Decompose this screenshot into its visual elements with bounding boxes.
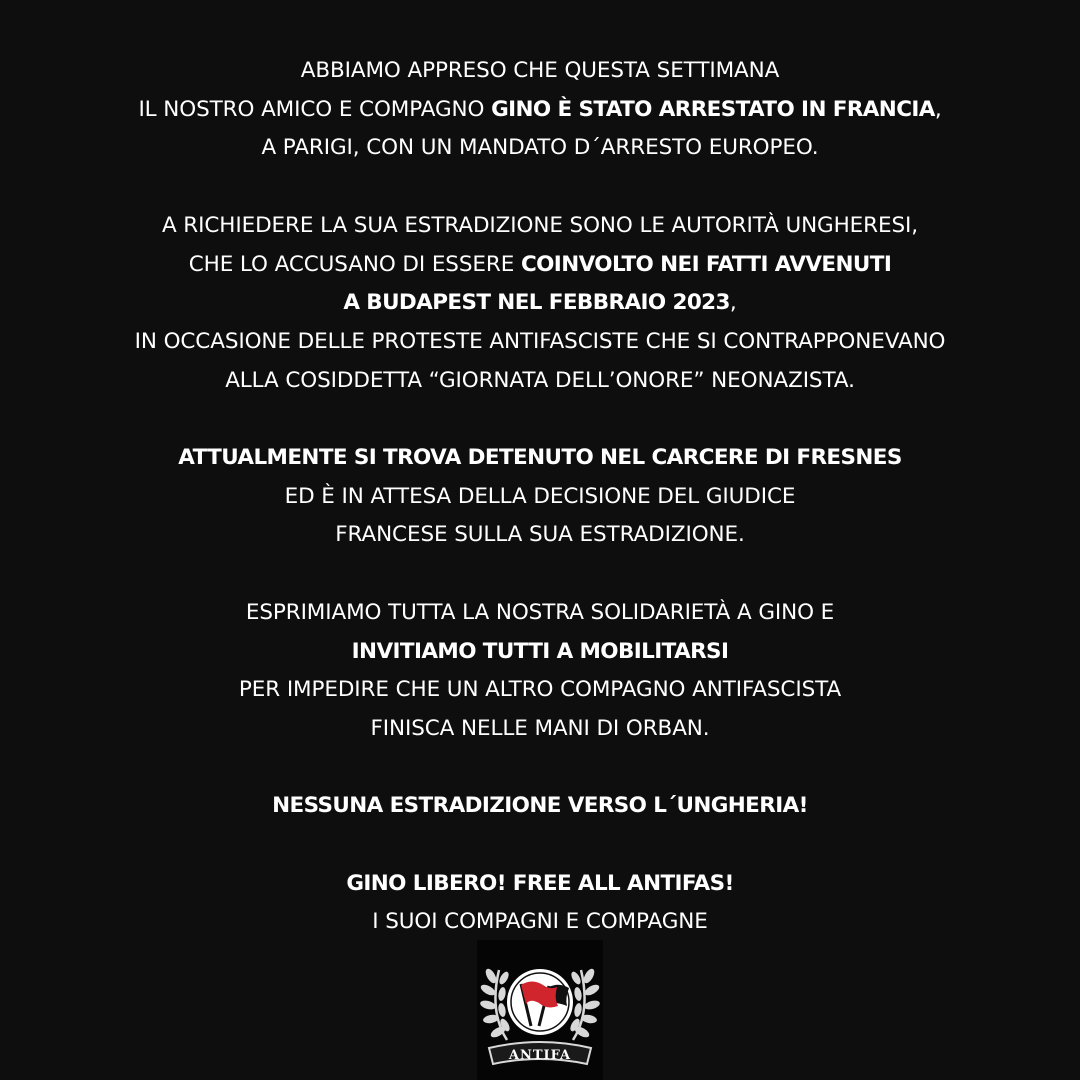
p4-line4: FINISCA NELLE MANI DI ORBAN. — [370, 715, 710, 741]
p1-line1: ABBIAMO APPRESO CHE QUESTA SETTIMANA — [300, 58, 780, 83]
p2-line3-bold: A BUDAPEST NEL FEBBRAIO 2023 — [343, 290, 730, 316]
laurel-right-icon — [568, 967, 600, 1040]
p2-line5: ALLA COSIDDETTA “GIORNATA DELL’ONORE” NEONAZISTA. — [225, 367, 855, 393]
p2-line2-bold: COINVOLTO NEI FATTI AVVENUTI — [520, 251, 892, 277]
paragraph-gap — [0, 168, 1080, 207]
paragraph-gap — [0, 749, 1080, 788]
p2-line4: IN OCCASIONE DELLE PROTESTE ANTIFASCISTE CHE SI CONTRAPPONEVANO — [134, 328, 946, 354]
p3-line3: FRANCESE SULLA SUA ESTRADIZIONE. — [335, 522, 745, 548]
p4-line1: ESPRIMIAMO TUTTA LA NOSTRA SOLIDARIETÀ A GINO E — [245, 599, 835, 625]
antifa-logo — [477, 940, 603, 1080]
p1-line2-pre: IL NOSTRO AMICO E COMPAGNO — [138, 96, 492, 122]
p2-line1: A RICHIEDERE LA SUA ESTRADIZIONE SONO LE AUTORITÀ UNGHERESI, — [161, 212, 919, 238]
p2-line2 — [0, 246, 1080, 285]
statement-text — [0, 52, 1080, 942]
p1-line2-bold: GINO È STATO ARRESTATO IN FRANCIA — [491, 96, 935, 122]
slogan: NESSUNA ESTRADIZIONE VERSO L´UNGHERIA! — [272, 793, 808, 819]
signature: I SUOI COMPAGNI E COMPAGNE — [372, 909, 708, 935]
p4-line3: PER IMPEDIRE CHE UN ALTRO COMPAGNO ANTIFASCISTA — [238, 677, 842, 703]
p1-line3: A PARIGI, CON UN MANDATO D´ARRESTO EUROPEO. — [261, 135, 819, 161]
closing-line1 — [0, 865, 1080, 904]
p3-line2: ED È IN ATTESA DELLA DECISIONE DEL GIUDICE — [284, 483, 796, 509]
p4-line2 — [0, 633, 1080, 672]
logo-text: ANTIFA — [508, 1048, 572, 1063]
p1-line2-post: , — [934, 96, 942, 122]
p4-line2-bold: INVITIAMO TUTTI A MOBILITARSI — [351, 638, 729, 664]
p3-line1 — [0, 439, 1080, 478]
paragraph-gap — [0, 555, 1080, 594]
p2-line3 — [0, 284, 1080, 323]
paragraph-gap — [0, 400, 1080, 439]
p3-line1-bold: ATTUALMENTE SI TROVA DETENUTO NEL CARCERE DI FRESNES — [178, 445, 902, 470]
antifa-banner — [489, 1042, 591, 1064]
paragraph-gap — [0, 826, 1080, 865]
laurel-left-icon — [479, 967, 511, 1040]
p2-line2-pre: CHE LO ACCUSANO DI ESSERE — [188, 251, 521, 277]
slogan-line — [0, 787, 1080, 826]
antifa-flag-icon — [477, 940, 603, 1080]
p1-line2 — [0, 91, 1080, 130]
p2-line3-post: , — [729, 290, 737, 316]
closing-slogan: GINO LIBERO! FREE ALL ANTIFAS! — [346, 870, 734, 896]
